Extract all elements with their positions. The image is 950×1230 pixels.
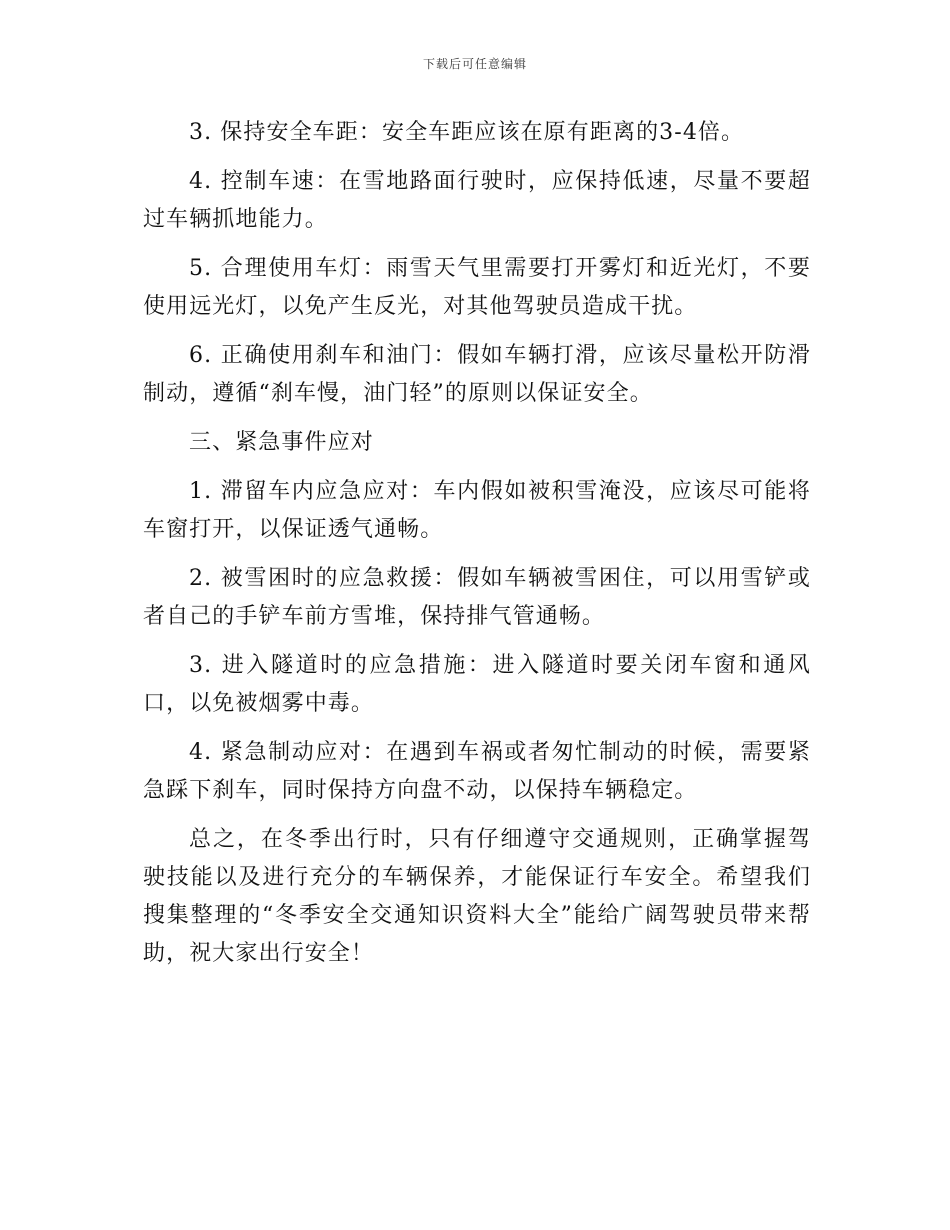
page-header: 下载后可任意编辑 xyxy=(422,57,527,71)
paragraph-snow-trapped: 2. 被雪困时的应急救援：假如车辆被雪困住，可以用雪铲或者自己的手铲车前方雪堆，保持排气管通畅。 xyxy=(143,566,811,629)
paragraph-emergency-braking: 4. 紧急制动应对：在遇到车祸或者匆忙制动的时候，需要紧急踩下刹车，同时保持方向盘不动，以保持车辆稳定。 xyxy=(143,740,811,803)
document-body xyxy=(143,114,811,984)
paragraph-conclusion: 总之，在冬季出行时，只有仔细遵守交通规则，正确掌握驾驶技能以及进行充分的车辆保养，才能保证行车安全。希望我们搜集整理的“冬季安全交通知识资料大全”能给广阔驾驶员带来帮助，祝大家出行安全！ xyxy=(143,827,811,966)
paragraph-stranded-in-car: 1. 滞留车内应急应对：车内假如被积雪淹没，应该尽可能将车窗打开，以保证透气通畅。 xyxy=(143,479,811,542)
paragraph-brake-throttle: 6. 正确使用刹车和油门：假如车辆打滑，应该尽量松开防滑制动，遵循“刹车慢，油门轻”的原则以保证安全。 xyxy=(143,343,811,406)
paragraph-keep-distance: 3. 保持安全车距：安全车距应该在原有距离的3-4倍。 xyxy=(189,120,745,145)
paragraph-control-speed: 4. 控制车速：在雪地路面行驶时，应保持低速，尽量不要超过车辆抓地能力。 xyxy=(143,169,811,232)
paragraph-tunnel: 3. 进入隧道时的应急措施：进入隧道时要关闭车窗和通风口，以免被烟雾中毒。 xyxy=(143,653,811,716)
paragraph-use-lights: 5. 合理使用车灯：雨雪天气里需要打开雾灯和近光灯，不要使用远光灯，以免产生反光，对其他驾驶员造成干扰。 xyxy=(143,256,811,319)
section-heading-emergency: 三、紧急事件应对 xyxy=(189,430,374,455)
